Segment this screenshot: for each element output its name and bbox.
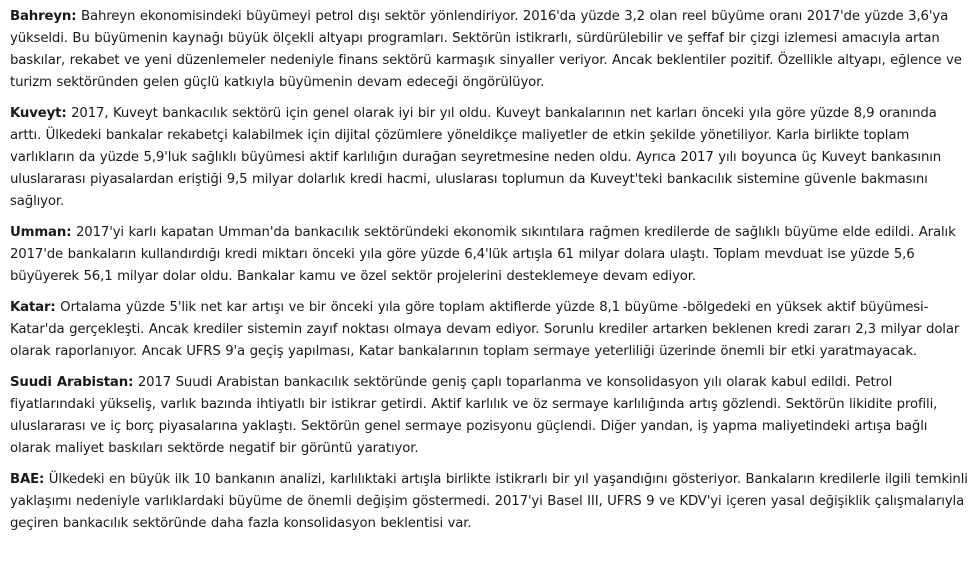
paragraph-text: Bahreyn ekonomisindeki büyümeyi petrol dışı sektör yönlendiriyor. 2016'da yüzde 3,2 olan reel büyüme oranı 2017'de yüzde 3,6'ya yükseldi. Bu büyümenin kaynağı büyük ölçekli altyapı programları. Sektörün istikrarlı, sürdürülebilir ve şeffaf bir çizgi izlemesi amacıyla artan baskılar, rekabet ve yeni düzenlemeler nedeniyle finans sektörü karmaşık sinyaller veriyor. Ancak beklentiler pozitif. Özellikle altyapı, eğlence ve turizm sektöründen gelen güçlü katkıyla büyümenin devam edeceği öngörülüyor. [10,9,962,90]
paragraph-kuveyt [10,103,972,213]
paragraph-bahreyn [10,6,972,94]
country-heading: Suudi Arabistan: [10,375,134,390]
paragraph-text: 2017'yi karlı kapatan Umman'da bankacılık sektöründeki ekonomik sıkıntılara rağmen kredilerde de sağlıklı büyüme elde edildi. Aralık 2017'de bankaların kullandırdığı kredi miktarı önceki yıla göre yüzde 6,4'lük artışla 61 milyar dolara ulaştı. Toplam mevduat ise yüzde 5,6 büyüyerek 56,1 milyar dolar oldu. Bankalar kamu ve özel sektör projelerini desteklemeye devam ediyor. [10,225,956,284]
paragraph-katar [10,297,972,363]
country-heading: Bahreyn: [10,9,77,24]
document-body [10,6,972,544]
paragraph-suudi-arabistan [10,372,972,460]
country-heading: BAE: [10,472,45,487]
country-heading: Umman: [10,225,72,240]
paragraph-umman [10,222,972,288]
paragraph-bae [10,469,972,535]
country-heading: Kuveyt: [10,106,67,121]
paragraph-text: Ortalama yüzde 5'lik net kar artışı ve bir önceki yıla göre toplam aktiflerde yüzde 8,1 büyüme -bölgedeki en yüksek aktif büyümesi- Katar'da gerçekleşti. Ancak krediler sistemin zayıf noktası olmaya devam ediyor. Sorunlu krediler artarken beklenen kredi zararı 2,3 milyar dolar olarak raporlanıyor. Ancak UFRS 9'a geçiş yapılması, Katar bankalarının toplam sermaye yeterliliği üzerinde önemli bir etki yaratmayacak. [10,300,960,359]
paragraph-text: 2017 Suudi Arabistan bankacılık sektöründe geniş çaplı toparlanma ve konsolidasyon yılı olarak kabul edildi. Petrol fiyatlarındaki yükseliş, varlık bazında ihtiyatlı bir istikrar getirdi. Aktif karlılık ve öz sermaye karlılığında artış gözlendi. Sektörün likidite profili, uluslararası ve iç borç piyasalarına yaklaştı. Sektörün genel sermaye pozisyonu güçlendi. Diğer yandan, iş yapma maliyetindeki artışa bağlı olarak maliyet baskıları sektörde negatif bir görüntü yaratıyor. [10,375,938,456]
paragraph-text: Ülkedeki en büyük ilk 10 bankanın analizi, karlılıktaki artışla birlikte istikrarlı bir yıl yaşandığını gösteriyor. Bankaların kredilerle ilgili temkinli yaklaşımı nedeniyle varlıklardaki büyüme de önemli değişim göstermedi. 2017'yi Basel III, UFRS 9 ve KDV'yi içeren yasal değişiklik çalışmalarıyla geçiren bankacılık sektöründe daha fazla konsolidasyon beklentisi var. [10,472,968,531]
paragraph-text: 2017, Kuveyt bankacılık sektörü için genel olarak iyi bir yıl oldu. Kuveyt bankalarının net karları önceki yıla göre yüzde 8,9 oranında arttı. Ülkedeki bankalar rekabetçi kalabilmek için dijital çözümlere yöneldikçe maliyetler de etkin şekilde yönetiliyor. Karla birlikte toplam varlıkların da yüzde 5,9'luk sağlıklı büyümesi aktif karlılığın durağan seyretmesine neden oldu. Ayrıca 2017 yılı boyunca üç Kuveyt bankasının uluslararası piyasalardan eriştiği 9,5 milyar dolarlık kredi hacmi, uluslarası toplumun da Kuveyt'teki bankacılık sistemine güvenle bakmasını sağlıyor. [10,106,942,209]
country-heading: Katar: [10,300,56,315]
